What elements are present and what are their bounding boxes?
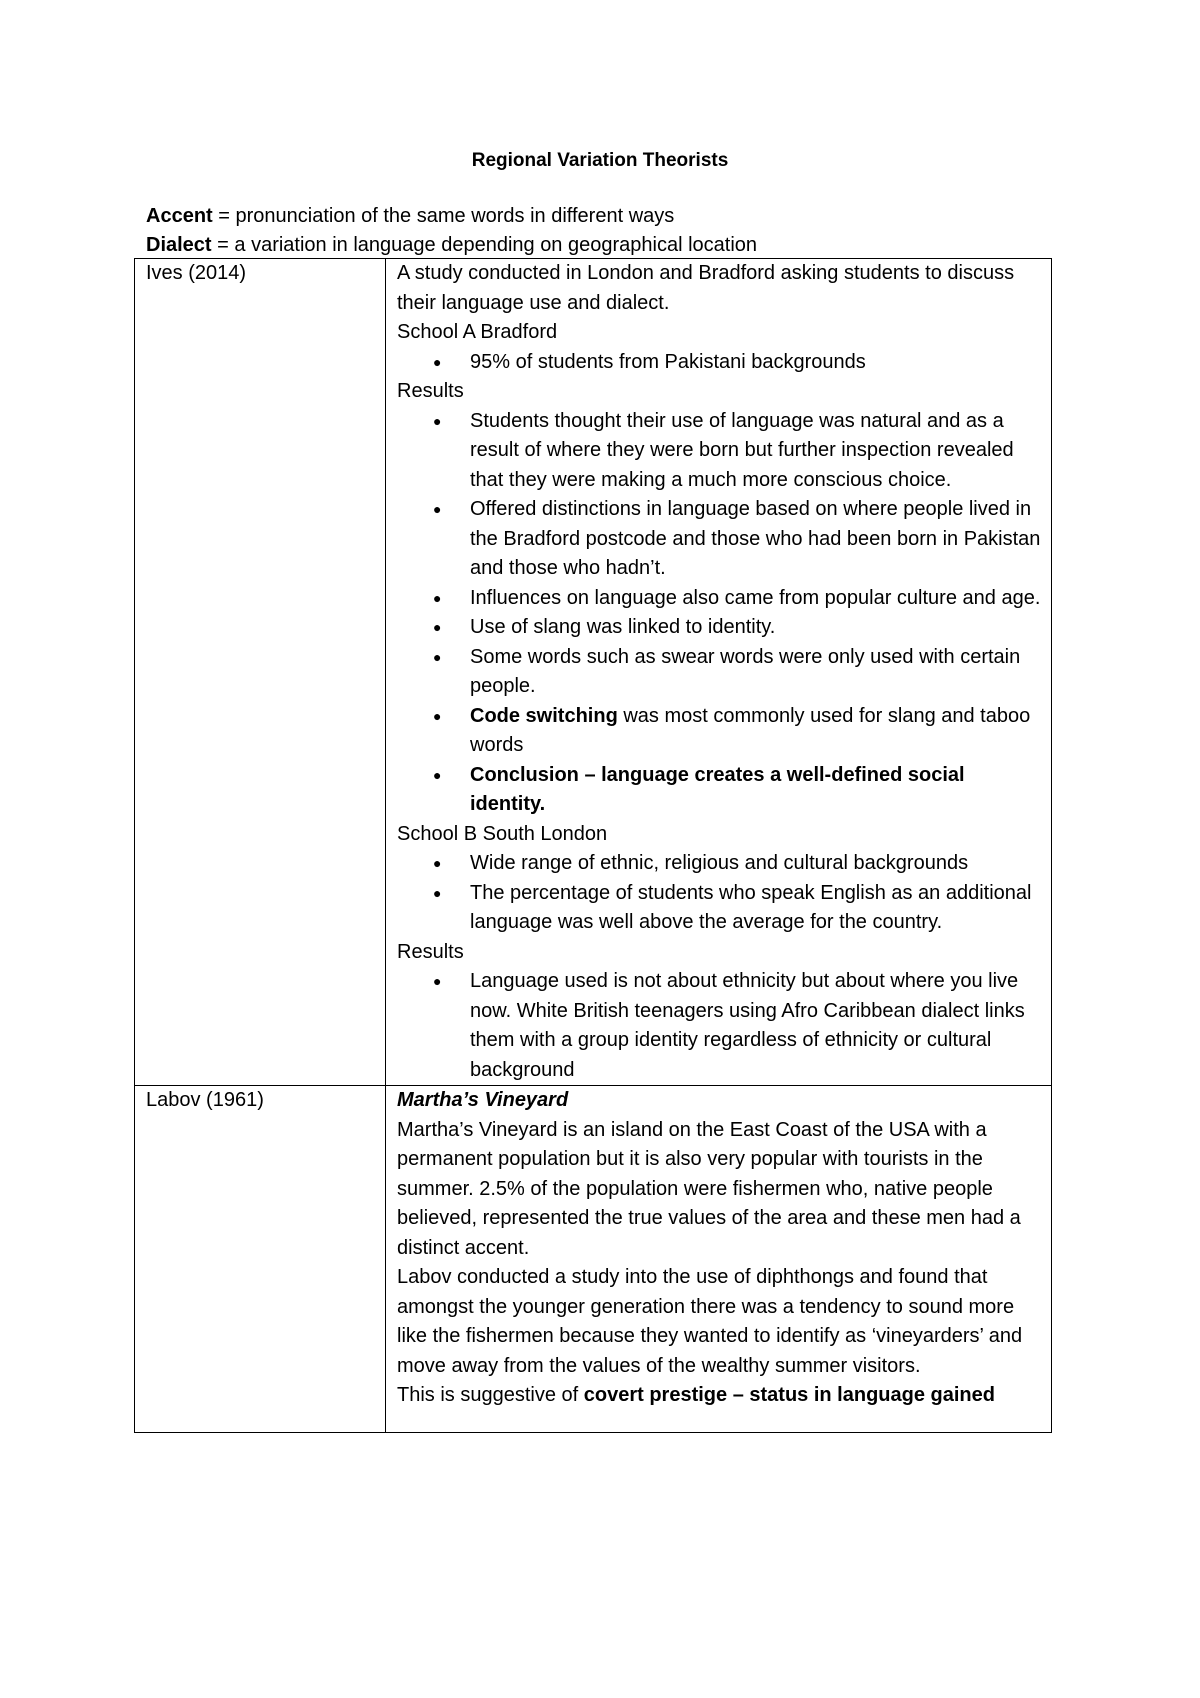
list-item: ● Language used is not about ethnicity but about where you live now. White British teenagers using Afro Caribbean dialect links them with a group identity regardless of ethnicity or cultural background [397,967,1041,1085]
list-item: ● 95% of students from Pakistani backgrounds [397,348,1041,378]
paragraph-text: This is suggestive of [397,1384,584,1406]
list-item: ● Use of slang was linked to identity. [397,613,1041,643]
theorist-detail-cell [386,259,1052,1086]
definition-dialect [146,231,757,260]
covert-prestige-term: covert prestige – status in language gained [583,1384,995,1406]
definition-text: = a variation in language depending on geographical location [211,234,758,256]
table-row-labov [135,1086,1052,1433]
results-a-heading: Results [397,380,464,402]
study-paragraph: Labov conducted a study into the use of diphthongs and found that amongst the younger generation there was a tendency to sound more like the fishermen because they wanted to identify as ‘vineyarders’ and move away from the values of the wealthy summer visitors. [397,1266,1023,1377]
study-paragraph-covert-prestige [397,1381,1041,1411]
school-a-list [397,348,1041,378]
definition-text: = pronunciation of the same words in different ways [212,205,675,227]
list-item: ● The percentage of students who speak English as an additional language was well above the average for the country. [397,879,1041,938]
list-item: ● Wide range of ethnic, religious and cultural backgrounds [397,849,1041,879]
school-b-heading: School B South London [397,822,608,845]
code-switching-text: was most commonly used for slang and taboo words [470,704,1031,756]
theorist-name: Labov (1961) [146,1089,264,1111]
theorist-detail-cell [386,1086,1052,1433]
definition-accent [146,202,757,231]
definition-term: Accent [146,205,213,227]
labov-detail [397,1086,1041,1432]
results-b-list [397,967,1041,1085]
theorist-name-cell [135,259,386,1086]
list-item: ● Students thought their use of language was natural and as a result of where they were born but further inspection revealed that they were making a much more conscious choice. [397,407,1041,496]
definitions [146,202,757,260]
study-heading: Martha’s Vineyard [397,1089,569,1111]
definition-term: Dialect [146,234,212,256]
school-a-heading: School A Bradford [397,321,558,343]
study-intro: A study conducted in London and Bradford asking students to discuss their language use and dialect. [397,262,1015,314]
theorist-name: Ives (2014) [146,262,247,284]
results-a-list [397,407,1041,820]
list-item: ● Influences on language also came from popular culture and age. [397,584,1041,614]
table-row-ives [135,259,1052,1086]
study-paragraph: Martha’s Vineyard is an island on the East Coast of the USA with a permanent population but it is also very popular with tourists in the summer. 2.5% of the population were fishermen who, native people believed, represented the true values of the area and these men had a distinct accent. [397,1118,1021,1259]
school-b-list [397,849,1041,938]
list-item-conclusion: ● Conclusion – language creates a well-defined social identity. [397,761,1041,820]
theorist-name-cell [135,1086,386,1433]
list-item: ● Some words such as swear words were only used with certain people. [397,643,1041,702]
page-title: Regional Variation Theorists [471,150,729,171]
theorists-table [134,258,1052,1433]
results-b-heading: Results [397,940,464,963]
list-item: ● Offered distinctions in language based on where people lived in the Bradford postcode and those who had been born in Pakistan and those who hadn’t. [397,495,1041,584]
code-switching-term: Code switching [470,704,618,727]
list-item-code-switching [397,702,1041,761]
